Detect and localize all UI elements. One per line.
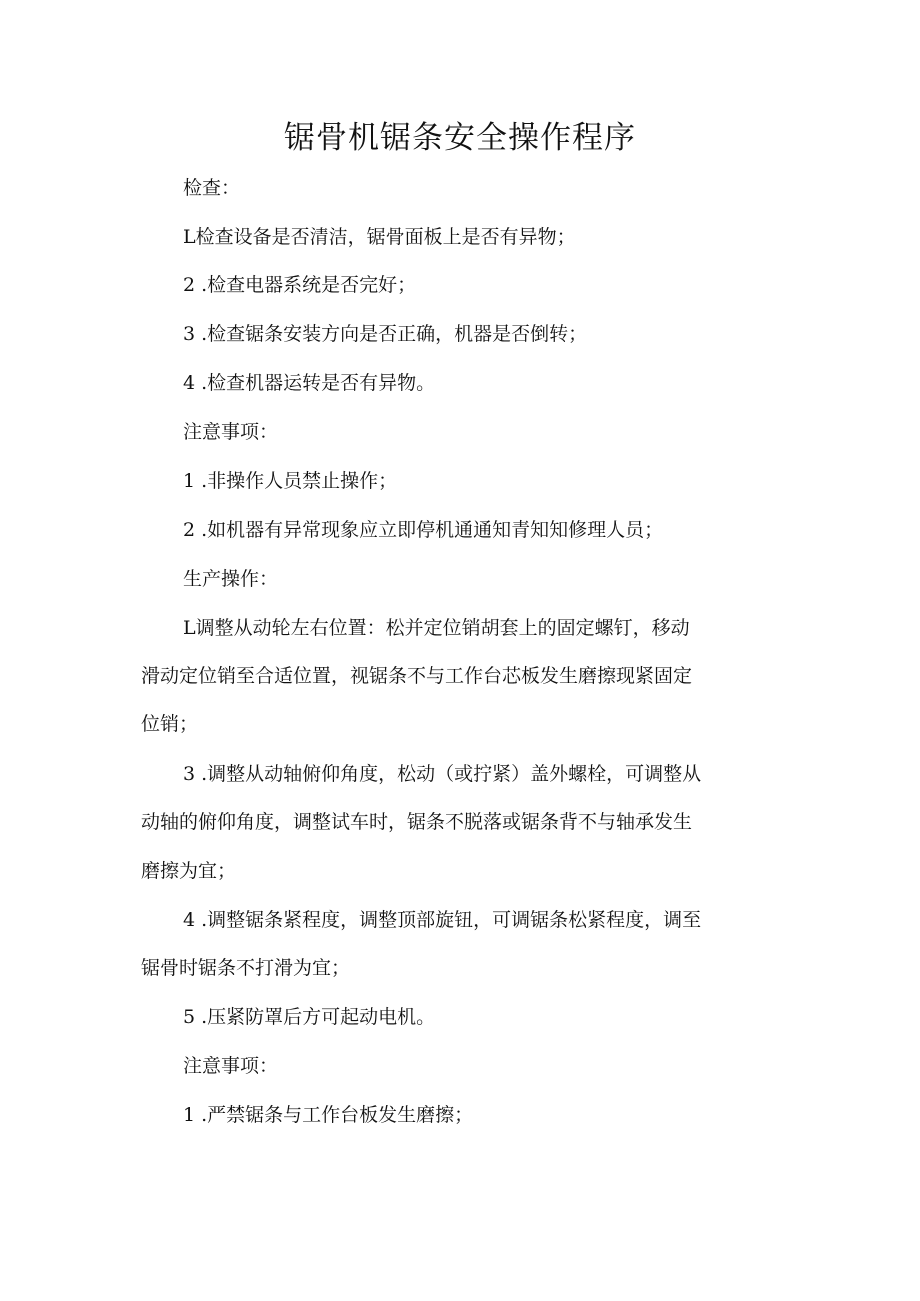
section-heading-notes-2: 注意事项： xyxy=(183,1055,279,1077)
inspection-item-3: 3 .检查锯条安装方向是否正确，机器是否倒转； xyxy=(183,323,588,345)
notes-1-item-2: 2 .如机器有异常现象应立即停机通通知青知知修理人员； xyxy=(183,519,664,541)
inspection-item-2: 2 .检查电器系统是否完好； xyxy=(183,274,417,296)
notes-1-item-1: 1 .非操作人员禁止操作； xyxy=(183,470,398,492)
notes-2-item-1: 1 .严禁锯条与工作台板发生磨擦； xyxy=(183,1104,474,1126)
production-item-3-line-2: 动轴的俯仰角度，调整试车时，锯条不脱落或锯条背不与轴承发生 xyxy=(141,811,693,833)
production-item-3-line-3: 磨擦为宜； xyxy=(141,860,237,882)
production-item-1-line-1: L调整从动轮左右位置：松并定位销胡套上的固定螺钉，移动 xyxy=(183,617,690,639)
production-item-4-line-2: 锯骨时锯条不打滑为宜； xyxy=(141,957,351,979)
production-item-5: 5 .压紧防罩后方可起动电机。 xyxy=(183,1006,436,1028)
production-item-1-line-3: 位销； xyxy=(141,713,199,735)
section-heading-production: 生产操作： xyxy=(183,568,279,590)
production-item-1-line-2: 滑动定位销至合适位置，视锯条不与工作台芯板发生磨擦现紧固定 xyxy=(141,665,693,687)
inspection-item-4: 4 .检查机器运转是否有异物。 xyxy=(183,372,436,394)
document-title: 锯骨机锯条安全操作程序 xyxy=(284,120,636,156)
section-heading-notes-1: 注意事项： xyxy=(183,421,279,443)
section-heading-inspection: 检查： xyxy=(183,177,241,199)
inspection-item-1: L检查设备是否清洁，锯骨面板上是否有异物； xyxy=(183,226,576,248)
production-item-4-line-1: 4 .调整锯条紧程度，调整顶部旋钮，可调锯条松紧程度，调至 xyxy=(183,909,702,931)
production-item-3-line-1: 3 .调整从动轴俯仰角度，松动（或拧紧）盖外螺栓，可调整从 xyxy=(183,763,702,785)
